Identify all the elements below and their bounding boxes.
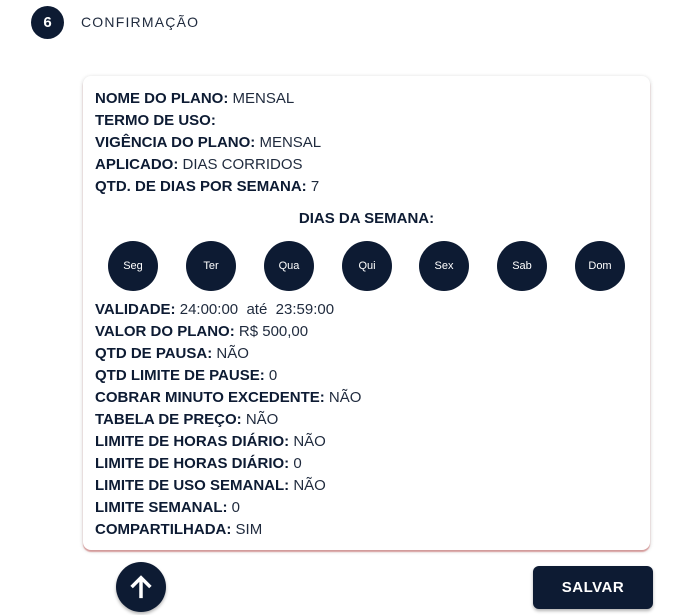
detail-value: NÃO [216, 345, 249, 362]
detail-row-pause-qty [95, 343, 635, 365]
detail-row-weekly-limit [95, 497, 635, 519]
detail-value: 7 [310, 178, 320, 195]
detail-label: LIMITE SEMANAL: [95, 499, 228, 516]
day-chip-fri[interactable]: Sex [419, 241, 469, 291]
validity-separator: até [246, 301, 268, 318]
validity-start: 24:00:00 [179, 301, 239, 318]
detail-row-validity [95, 299, 635, 321]
confirmation-card [83, 76, 650, 550]
detail-label: QTD LIMITE DE PAUSE: [95, 367, 265, 384]
detail-value: 0 [268, 367, 278, 384]
detail-row-weekly-usage-limit [95, 475, 635, 497]
detail-label: LIMITE DE USO SEMANAL: [95, 477, 290, 494]
detail-value: NÃO [328, 389, 362, 406]
step-number-badge: 6 [31, 6, 64, 39]
detail-label: TERMO DE USO: [95, 112, 216, 129]
detail-row-price-table [95, 409, 635, 431]
arrow-up-icon [127, 573, 155, 601]
save-button[interactable]: SALVAR [533, 566, 653, 609]
day-chip-wed[interactable]: Qua [264, 241, 314, 291]
detail-value: 0 [231, 499, 241, 516]
step-title: CONFIRMAÇÃO [81, 14, 200, 30]
day-chip-tue[interactable]: Ter [186, 241, 236, 291]
plan-details-top [95, 88, 635, 198]
validity-end: 23:59:00 [275, 301, 335, 318]
detail-label: QTD. DE DIAS POR SEMANA: [95, 178, 307, 195]
detail-label: VIGÊNCIA DO PLANO: [95, 134, 256, 151]
detail-label: COBRAR MINUTO EXCEDENTE: [95, 389, 325, 406]
scroll-up-button[interactable] [116, 562, 166, 612]
detail-label: TABELA DE PREÇO: [95, 411, 242, 428]
days-of-week [108, 241, 625, 291]
detail-label: LIMITE DE HORAS DIÁRIO: [95, 433, 290, 450]
detail-value: NÃO [293, 477, 326, 494]
detail-label: LIMITE DE HORAS DIÁRIO: [95, 455, 290, 472]
day-chip-sat[interactable]: Sab [497, 241, 547, 291]
detail-row-terms-of-use [95, 110, 635, 132]
day-chip-sun[interactable]: Dom [575, 241, 625, 291]
detail-row-applied [95, 154, 635, 176]
detail-label: NOME DO PLANO: [95, 90, 229, 107]
detail-value: NÃO [293, 433, 326, 450]
plan-details-bottom [95, 299, 635, 541]
detail-value: R$ 500,00 [238, 323, 309, 340]
detail-value: 0 [293, 455, 302, 472]
detail-label: QTD DE PAUSA: [95, 345, 213, 362]
detail-value: MENSAL [232, 90, 295, 107]
detail-label: COMPARTILHADA: [95, 521, 232, 538]
detail-row-pause-limit [95, 365, 635, 387]
detail-label: APLICADO: [95, 156, 179, 173]
detail-value: NÃO [245, 411, 279, 428]
day-chip-thu[interactable]: Qui [342, 241, 392, 291]
detail-row-extra-minute [95, 387, 635, 409]
detail-row-shared [95, 519, 635, 541]
detail-row-daily-hours-limit-value [95, 453, 635, 475]
days-of-week-title: DIAS DA SEMANA: [298, 210, 435, 227]
detail-label: VALOR DO PLANO: [95, 323, 235, 340]
detail-label: VALIDADE: [95, 301, 176, 318]
detail-value: SIM [235, 521, 263, 538]
detail-row-plan-price [95, 321, 635, 343]
day-chip-mon[interactable]: Seg [108, 241, 158, 291]
detail-row-plan-validity [95, 132, 635, 154]
detail-row-plan-name [95, 88, 635, 110]
detail-row-daily-hours-limit [95, 431, 635, 453]
detail-value: DIAS CORRIDOS [182, 156, 303, 173]
detail-value: MENSAL [259, 134, 322, 151]
detail-row-days-per-week [95, 176, 635, 198]
